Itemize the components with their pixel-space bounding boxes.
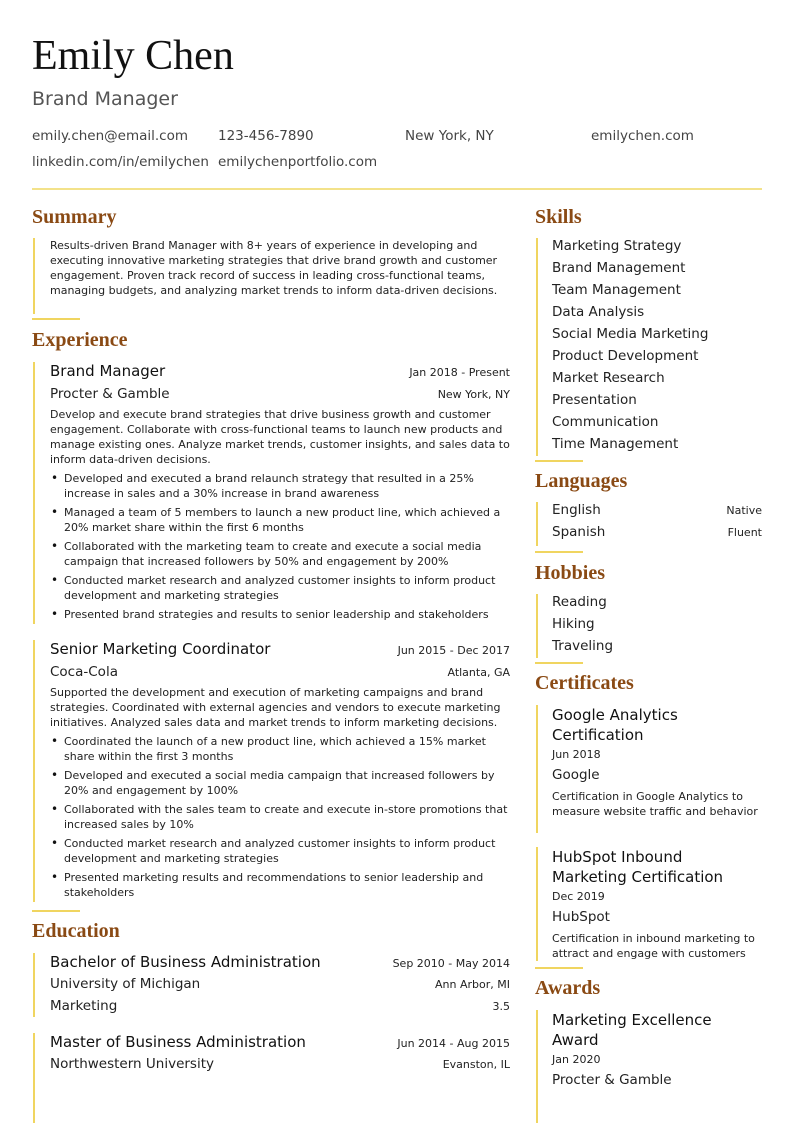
job-bullet: • Collaborated with the sales team to create and execute in-store promotions that increased sales by 10% xyxy=(50,802,512,832)
job-title: Brand Manager xyxy=(50,362,166,380)
hobbies-underline xyxy=(535,662,583,664)
education-dates: Sep 2010 - May 2014 xyxy=(392,957,510,970)
contact-website[interactable]: emilychen.com xyxy=(591,128,694,144)
certificates-underline xyxy=(535,967,583,969)
hobby-item: Traveling xyxy=(552,638,614,654)
skill-item: Data Analysis xyxy=(552,304,645,320)
education-school-row xyxy=(50,976,510,992)
education-school: University of Michigan xyxy=(50,976,201,992)
certificate-date: Dec 2019 xyxy=(552,890,605,903)
job-bullet: • Coordinated the launch of a new product line, which achieved a 15% market share within the first 3 months xyxy=(50,734,512,764)
job-company-row xyxy=(50,664,510,680)
skills-heading: Skills xyxy=(535,206,582,228)
job-dates: Jan 2018 - Present xyxy=(409,366,510,379)
contact-linkedin[interactable]: linkedin.com/in/emilychen xyxy=(32,154,209,170)
education-field: Marketing xyxy=(50,998,118,1014)
language-item xyxy=(552,502,762,518)
job-description: Supported the development and execution of marketing campaigns and brand strategies. Coordinated with external agencies and vendors to execute marketing initiatives. Analyzed sales data and market trends to inform marketing decisions. xyxy=(50,686,501,729)
summary-bar xyxy=(33,238,35,314)
job-header xyxy=(50,362,510,380)
education-bar xyxy=(33,1033,35,1123)
certificate-title: HubSpot Inbound Marketing Certification xyxy=(552,848,724,886)
awards-heading: Awards xyxy=(535,977,601,999)
job-bullet: • Managed a team of 5 members to launch a new product line, which achieved a 20% market share within the first 6 months xyxy=(50,505,512,535)
skill-item: Social Media Marketing xyxy=(552,326,709,342)
job-bullet: • Developed and executed a social media campaign that increased followers by 20% and engagement by 100% xyxy=(50,768,512,798)
job-bullet: • Conducted market research and analyzed customer insights to inform product development and marketing strategies xyxy=(50,573,512,603)
award-date: Jan 2020 xyxy=(552,1053,601,1066)
education-header xyxy=(50,1033,510,1051)
education-dates: Jun 2014 - Aug 2015 xyxy=(397,1037,510,1050)
language-level: Fluent xyxy=(727,526,762,539)
resume-name: Emily Chen xyxy=(32,33,234,79)
certificate-bar xyxy=(536,847,538,961)
award-title: Marketing Excellence Award xyxy=(552,1011,712,1049)
education-degree: Bachelor of Business Administration xyxy=(50,953,321,971)
skill-item: Presentation xyxy=(552,392,637,408)
skill-item: Marketing Strategy xyxy=(552,238,682,254)
job-description: Develop and execute brand strategies that drive business growth and customer engagement. Collaborate with cross-functional teams to launch new products and manage existing ones. Analyze market trends, customer insights, and sales data to inform data-driven decisions. xyxy=(50,408,510,466)
education-school: Northwestern University xyxy=(50,1056,214,1072)
language-name: Spanish xyxy=(552,524,606,540)
certificates-heading: Certificates xyxy=(535,672,634,694)
contact-location: New York, NY xyxy=(405,128,494,144)
job-bullet: • Developed and executed a brand relaunch strategy that resulted in a 25% increase in sales and a 30% increase in brand awareness xyxy=(50,471,512,501)
languages-underline xyxy=(535,551,583,553)
skill-item: Brand Management xyxy=(552,260,686,276)
skill-item: Market Research xyxy=(552,370,665,386)
job-bullet: • Conducted market research and analyzed customer insights to inform product development and marketing strategies xyxy=(50,836,512,866)
education-header xyxy=(50,953,510,971)
job-bullet: • Collaborated with the marketing team to create and execute a social media campaign that increased followers by 50% and engagement by 200% xyxy=(50,539,512,569)
summary-heading: Summary xyxy=(32,206,117,228)
hobbies-heading: Hobbies xyxy=(535,562,606,584)
job-bullets xyxy=(50,734,512,904)
language-item xyxy=(552,524,762,540)
education-field-row xyxy=(50,998,510,1014)
skill-item: Time Management xyxy=(552,436,679,452)
language-name: English xyxy=(552,502,601,518)
summary-text: Results-driven Brand Manager with 8+ years of experience in developing and executing innovative marketing strategies that drive brand growth and customer engagement. Proven track record of success in leading cross-functional teams, managing budgets, and analyzing market trends to inform data-driven decisions. xyxy=(50,239,498,297)
skills-bar xyxy=(536,238,538,456)
awards-bar xyxy=(536,1010,538,1123)
award-issuer: Procter & Gamble xyxy=(552,1072,672,1088)
summary-underline xyxy=(32,318,80,320)
languages-heading: Languages xyxy=(535,470,628,492)
contact-portfolio[interactable]: emilychenportfolio.com xyxy=(218,154,378,170)
certificate-bar xyxy=(536,705,538,833)
languages-bar xyxy=(536,502,538,546)
skill-item: Product Development xyxy=(552,348,699,364)
education-location: Ann Arbor, MI xyxy=(435,978,510,991)
job-company: Procter & Gamble xyxy=(50,386,170,402)
job-bullet: • Presented brand strategies and results to senior leadership and stakeholders xyxy=(50,607,512,622)
education-gpa: 3.5 xyxy=(492,1000,510,1013)
education-bar xyxy=(33,953,35,1017)
job-bullet: • Presented marketing results and recommendations to senior leadership and stakeholders xyxy=(50,870,512,900)
language-level: Native xyxy=(726,504,762,517)
job-title: Senior Marketing Coordinator xyxy=(50,640,271,658)
certificate-description: Certification in Google Analytics to measure website traffic and behavior xyxy=(552,790,758,818)
hobby-item: Reading xyxy=(552,594,607,610)
job-header xyxy=(50,640,510,658)
hobbies-bar xyxy=(536,594,538,658)
education-degree: Master of Business Administration xyxy=(50,1033,306,1051)
skill-item: Communication xyxy=(552,414,659,430)
certificate-date: Jun 2018 xyxy=(552,748,601,761)
education-location: Evanston, IL xyxy=(442,1058,510,1071)
job-bullets xyxy=(50,471,512,626)
education-school-row xyxy=(50,1056,510,1072)
certificate-issuer: HubSpot xyxy=(552,909,610,925)
education-heading: Education xyxy=(32,920,120,942)
hobby-item: Hiking xyxy=(552,616,595,632)
job-dates: Jun 2015 - Dec 2017 xyxy=(397,644,510,657)
job-company: Coca-Cola xyxy=(50,664,118,680)
experience-underline xyxy=(32,910,80,912)
skill-item: Team Management xyxy=(552,282,681,298)
job-location: Atlanta, GA xyxy=(447,666,510,679)
job-bar xyxy=(33,640,35,902)
certificate-description: Certification in inbound marketing to attract and engage with customers xyxy=(552,932,755,960)
job-bar xyxy=(33,362,35,624)
resume-job-title: Brand Manager xyxy=(32,88,178,110)
certificate-issuer: Google xyxy=(552,767,600,783)
experience-heading: Experience xyxy=(32,329,128,351)
certificate-title: Google Analytics Certification xyxy=(552,706,678,744)
header-divider xyxy=(32,188,762,190)
contact-phone[interactable]: 123-456-7890 xyxy=(218,128,314,144)
job-company-row xyxy=(50,386,510,402)
contact-email[interactable]: emily.chen@email.com xyxy=(32,128,189,144)
job-location: New York, NY xyxy=(437,388,510,401)
skills-underline xyxy=(535,460,583,462)
